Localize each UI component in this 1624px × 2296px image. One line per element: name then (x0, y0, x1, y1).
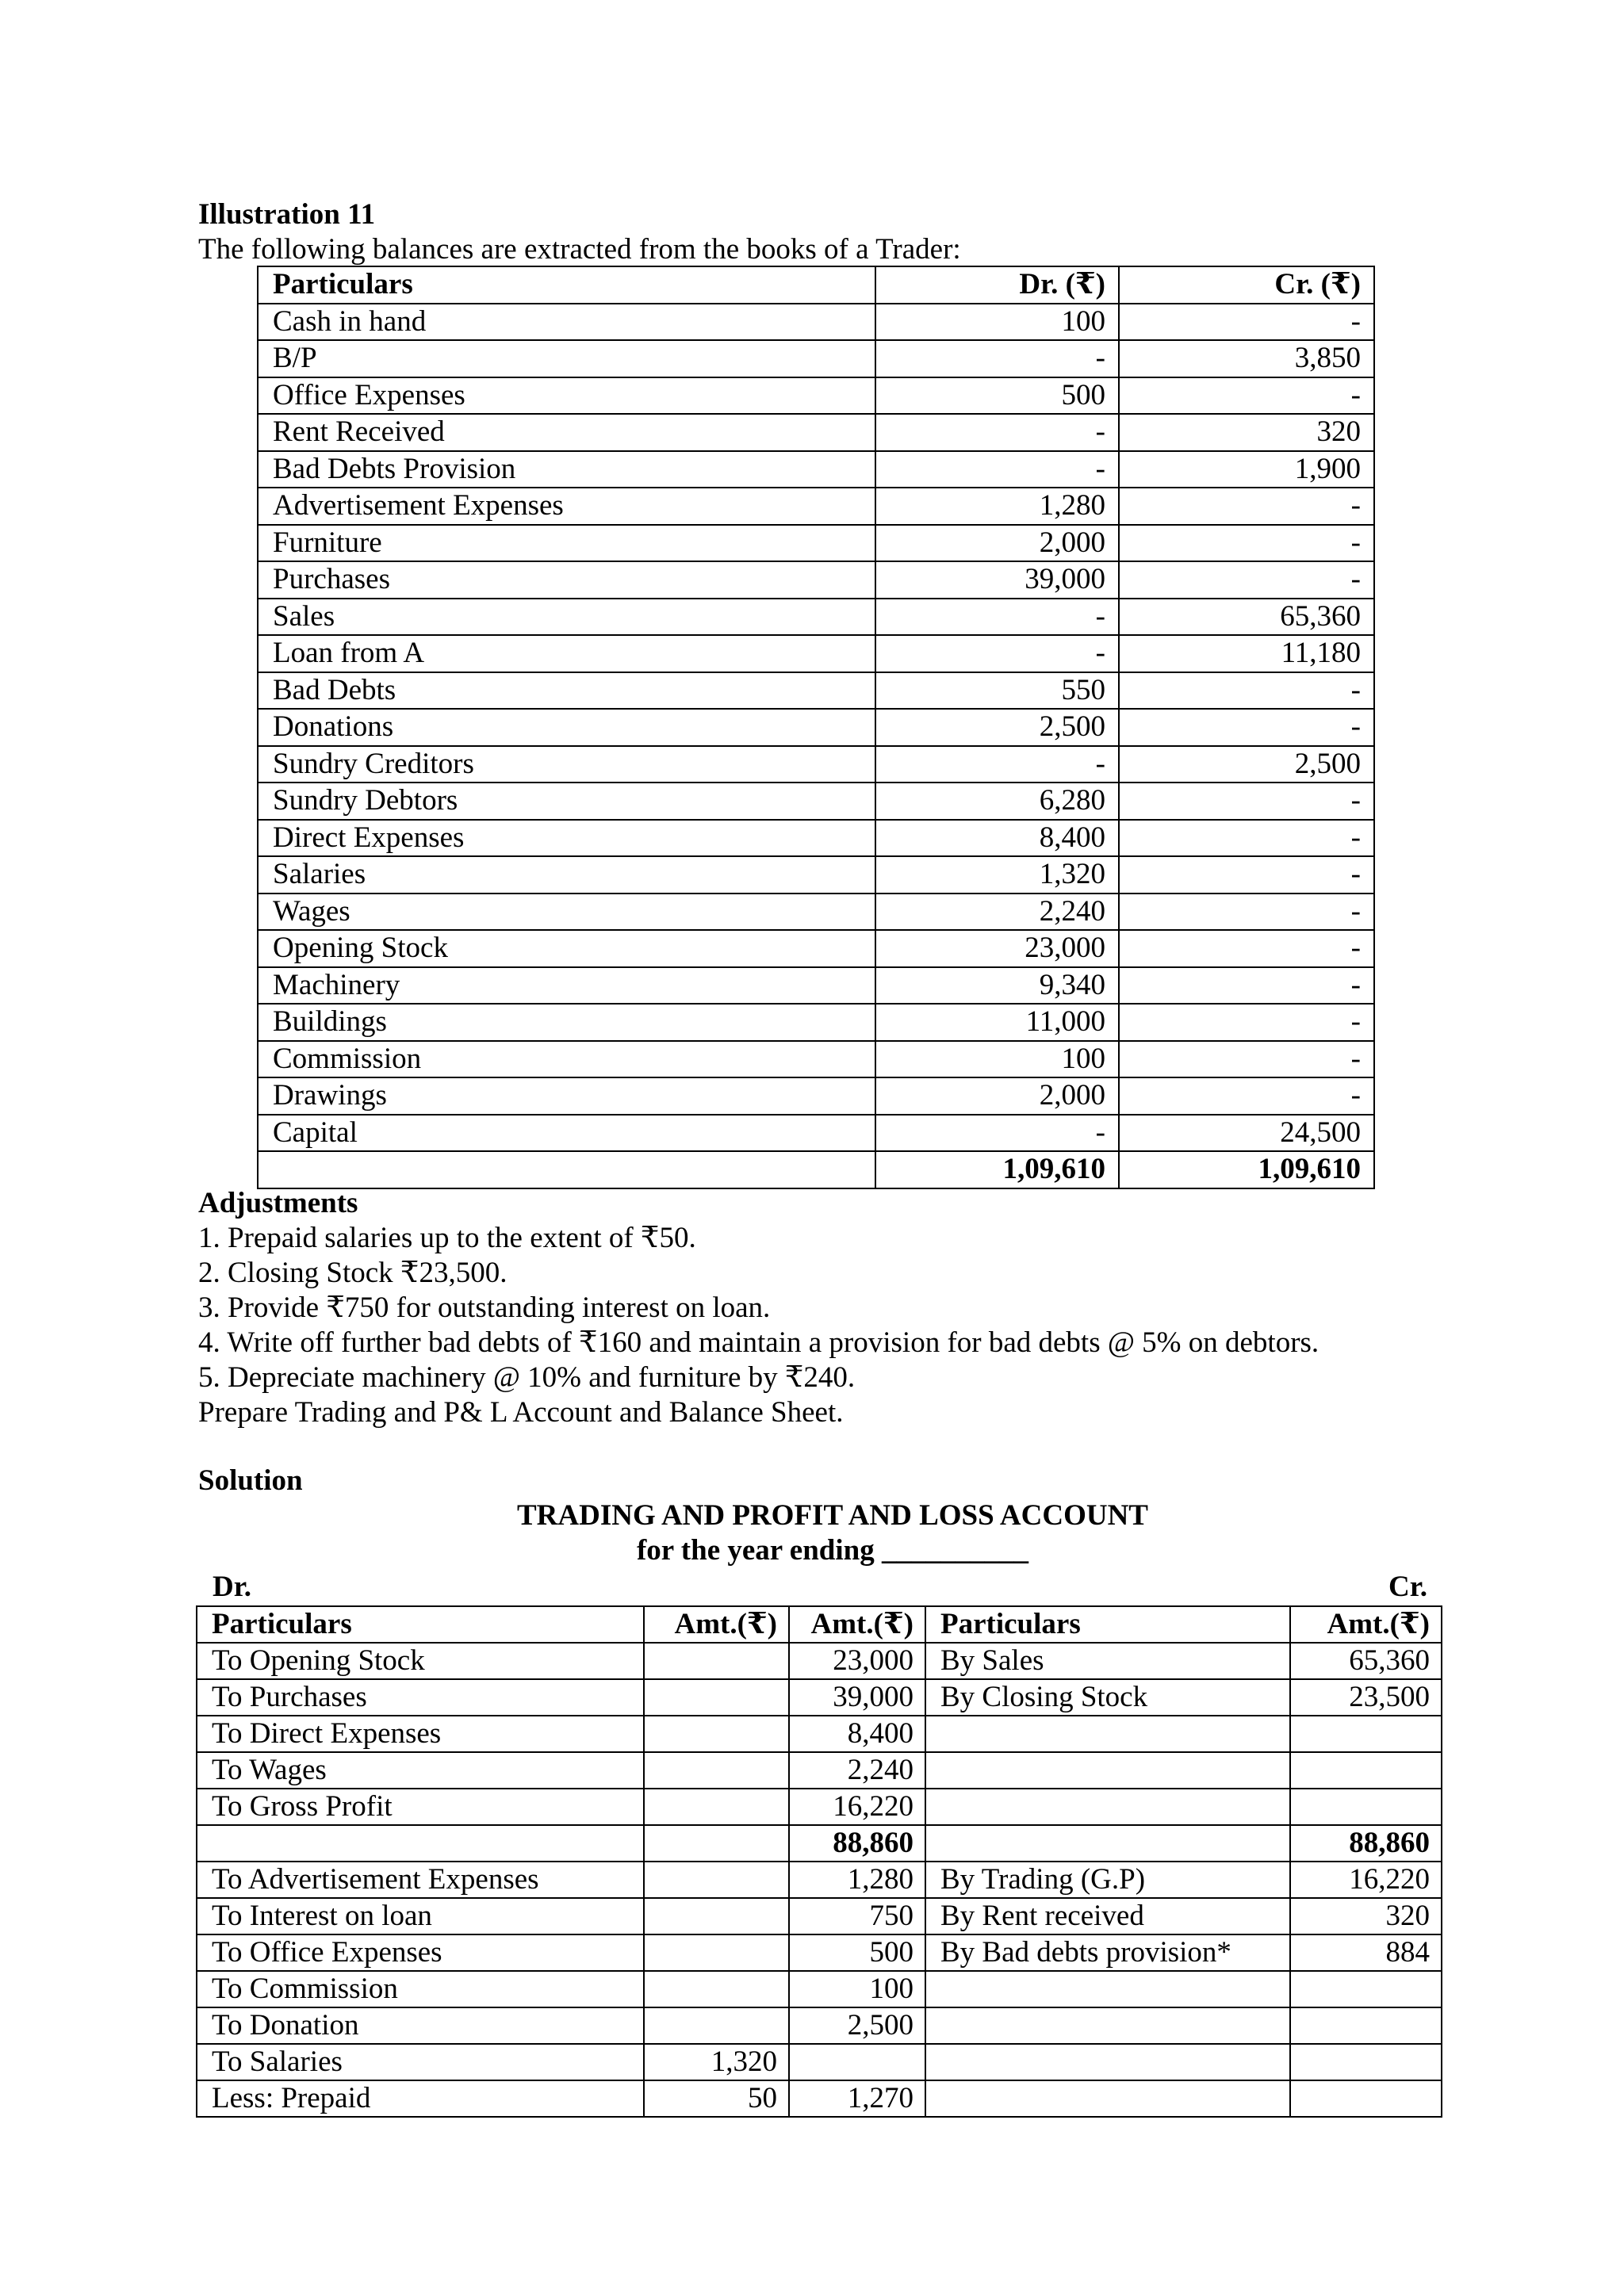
table-row (197, 1716, 1442, 1752)
cr-amt-cell: 65,360 (1290, 1643, 1442, 1679)
header-dr-particulars: Particulars (197, 1606, 644, 1643)
adjustments-list (198, 1221, 1319, 1430)
dr-cell: - (875, 746, 1119, 783)
cr-particular-cell: By Trading (G.P) (925, 1862, 1290, 1898)
dr-cell: 11,000 (875, 1004, 1119, 1041)
table-row (258, 488, 1374, 525)
cr-amt-cell: 884 (1290, 1934, 1442, 1971)
particular-cell: Sundry Creditors (258, 746, 875, 783)
table-header-row (197, 1606, 1442, 1643)
dr-amt2-cell: 23,000 (789, 1643, 925, 1679)
table-row (197, 2007, 1442, 2044)
particular-cell: Commission (258, 1041, 875, 1078)
cr-amt-cell (1290, 1752, 1442, 1789)
cr-cell: 2,500 (1119, 746, 1374, 783)
dr-amt1-cell (644, 1862, 789, 1898)
cr-amt-cell (1290, 1716, 1442, 1752)
cr-cell: - (1119, 967, 1374, 1004)
particular-cell: Advertisement Expenses (258, 488, 875, 525)
total-row (258, 1151, 1374, 1188)
dr-amt2-cell: 2,500 (789, 2007, 925, 2044)
cr-cell: - (1119, 930, 1374, 967)
cr-particular-cell: By Rent received (925, 1898, 1290, 1934)
dr-amt2-cell (789, 2044, 925, 2080)
table-row (258, 1077, 1374, 1115)
trial-balance-table (257, 266, 1375, 1189)
cr-amt-cell: 88,860 (1290, 1825, 1442, 1862)
dr-cell: 23,000 (875, 930, 1119, 967)
table-row (258, 967, 1374, 1004)
dr-cell: 2,240 (875, 894, 1119, 931)
cr-cell: - (1119, 377, 1374, 415)
dr-particular-cell: To Interest on loan (197, 1898, 644, 1934)
cr-particular-cell (925, 1971, 1290, 2007)
adjustments-heading: Adjustments (198, 1187, 358, 1219)
total-label-cell (258, 1151, 875, 1188)
dr-cell: - (875, 599, 1119, 636)
table-row (258, 746, 1374, 783)
dr-cell: 8,400 (875, 820, 1119, 857)
cr-particular-cell (925, 1789, 1290, 1825)
total-row (197, 1825, 1442, 1862)
cr-amt-cell (1290, 2007, 1442, 2044)
dr-cell: 100 (875, 304, 1119, 341)
dr-amt1-cell (644, 1789, 789, 1825)
cr-particular-cell (925, 1825, 1290, 1862)
cr-cell: - (1119, 709, 1374, 746)
trading-pl-table (196, 1605, 1442, 2118)
cr-label: Cr. (1388, 1571, 1427, 1603)
particular-cell: Loan from A (258, 635, 875, 672)
dr-amt1-cell (644, 1934, 789, 1971)
cr-particular-cell (925, 1716, 1290, 1752)
solution-heading: Solution (198, 1464, 303, 1497)
cr-amt-cell: 16,220 (1290, 1862, 1442, 1898)
dr-particular-cell: To Opening Stock (197, 1643, 644, 1679)
table-row (258, 856, 1374, 894)
particular-cell: Salaries (258, 856, 875, 894)
cr-particular-cell: By Bad debts provision* (925, 1934, 1290, 1971)
dr-cell: 550 (875, 672, 1119, 710)
table-row (258, 672, 1374, 710)
particular-cell: Sundry Debtors (258, 783, 875, 820)
header-cr: Cr. (₹) (1119, 266, 1374, 304)
cr-amt-cell: 23,500 (1290, 1679, 1442, 1716)
table-row (258, 709, 1374, 746)
table-row (258, 561, 1374, 599)
cr-cell: 320 (1119, 414, 1374, 451)
table-row (197, 1789, 1442, 1825)
particular-cell: Bad Debts (258, 672, 875, 710)
cr-cell: - (1119, 1004, 1374, 1041)
table-row (258, 820, 1374, 857)
cr-amt-cell (1290, 2044, 1442, 2080)
table-row (258, 599, 1374, 636)
dr-particular-cell: To Advertisement Expenses (197, 1862, 644, 1898)
table-row (258, 377, 1374, 415)
cr-cell: - (1119, 1041, 1374, 1078)
table-row (197, 2044, 1442, 2080)
dr-amt2-cell: 500 (789, 1934, 925, 1971)
dr-amt1-cell (644, 1752, 789, 1789)
cr-cell: 11,180 (1119, 635, 1374, 672)
dr-particular-cell: To Purchases (197, 1679, 644, 1716)
particular-cell: Donations (258, 709, 875, 746)
adjustment-item: 3. Provide ₹750 for outstanding interest on loan. (198, 1292, 771, 1324)
table-row (258, 930, 1374, 967)
adjustment-item: 5. Depreciate machinery @ 10% and furniture by ₹240. (198, 1361, 856, 1394)
cr-amt-cell (1290, 1789, 1442, 1825)
particular-cell: Cash in hand (258, 304, 875, 341)
adjustment-item: 4. Write off further bad debts of ₹160 and maintain a provision for bad debts @ 5% on debtors. (198, 1326, 1320, 1359)
dr-cell: 500 (875, 377, 1119, 415)
adjustment-item: 1. Prepaid salaries up to the extent of ₹50. (198, 1222, 696, 1254)
dr-particular-cell: To Direct Expenses (197, 1716, 644, 1752)
dr-cell: 2,500 (875, 709, 1119, 746)
dr-cell: 1,320 (875, 856, 1119, 894)
table-row (258, 1115, 1374, 1152)
cr-particular-cell (925, 2044, 1290, 2080)
header-cr-amt: Amt.(₹) (1290, 1606, 1442, 1643)
dr-amt2-cell: 39,000 (789, 1679, 925, 1716)
cr-cell: 3,850 (1119, 340, 1374, 377)
total-cr-cell: 1,09,610 (1119, 1151, 1374, 1188)
table-row (258, 340, 1374, 377)
header-dr: Dr. (₹) (875, 266, 1119, 304)
dr-amt1-cell: 50 (644, 2080, 789, 2117)
cr-amt-cell (1290, 1971, 1442, 2007)
adjustment-item: 2. Closing Stock ₹23,500. (198, 1257, 508, 1289)
table-row (258, 451, 1374, 488)
cr-cell: - (1119, 1077, 1374, 1115)
cr-cell: - (1119, 672, 1374, 710)
table-row (258, 304, 1374, 341)
dr-particular-cell: To Office Expenses (197, 1934, 644, 1971)
particular-cell: Sales (258, 599, 875, 636)
cr-particular-cell (925, 1752, 1290, 1789)
dr-particular-cell: Less: Prepaid (197, 2080, 644, 2117)
particular-cell: Furniture (258, 525, 875, 562)
header-particulars: Particulars (258, 266, 875, 304)
dr-particular-cell (197, 1825, 644, 1862)
cr-amt-cell: 320 (1290, 1898, 1442, 1934)
table-row (197, 1898, 1442, 1934)
dr-cell: 9,340 (875, 967, 1119, 1004)
cr-cell: - (1119, 304, 1374, 341)
table-row (197, 1679, 1442, 1716)
table-header-row (258, 266, 1374, 304)
table-row (258, 894, 1374, 931)
adjustment-instruction: Prepare Trading and P& L Account and Balance Sheet. (198, 1396, 844, 1429)
cr-cell: - (1119, 820, 1374, 857)
table-row (197, 1862, 1442, 1898)
particular-cell: Drawings (258, 1077, 875, 1115)
dr-particular-cell: To Wages (197, 1752, 644, 1789)
dr-amt1-cell (644, 1971, 789, 2007)
cr-particular-cell (925, 2080, 1290, 2117)
particular-cell: Direct Expenses (258, 820, 875, 857)
table-row (197, 2080, 1442, 2117)
dr-cell: - (875, 414, 1119, 451)
cr-cell: - (1119, 783, 1374, 820)
dr-cell: 2,000 (875, 525, 1119, 562)
dr-cell: 100 (875, 1041, 1119, 1078)
dr-amt1-cell: 1,320 (644, 2044, 789, 2080)
header-cr-particulars: Particulars (925, 1606, 1290, 1643)
dr-cell: 2,000 (875, 1077, 1119, 1115)
dr-cell: - (875, 451, 1119, 488)
table-row (197, 1643, 1442, 1679)
total-dr-cell: 1,09,610 (875, 1151, 1119, 1188)
dr-amt1-cell (644, 2007, 789, 2044)
dr-amt1-cell (644, 1825, 789, 1862)
account-title: TRADING AND PROFIT AND LOSS ACCOUNT (517, 1499, 1148, 1532)
dr-amt2-cell: 2,240 (789, 1752, 925, 1789)
table-row (258, 635, 1374, 672)
particular-cell: Capital (258, 1115, 875, 1152)
illustration-intro: The following balances are extracted from the books of a Trader: (198, 233, 961, 266)
dr-amt2-cell: 1,280 (789, 1862, 925, 1898)
cr-cell: - (1119, 894, 1374, 931)
cr-particular-cell: By Closing Stock (925, 1679, 1290, 1716)
cr-cell: 65,360 (1119, 599, 1374, 636)
dr-particular-cell: To Salaries (197, 2044, 644, 2080)
table-row (258, 1004, 1374, 1041)
cr-cell: - (1119, 488, 1374, 525)
dr-amt2-cell: 16,220 (789, 1789, 925, 1825)
dr-amt1-cell (644, 1643, 789, 1679)
dr-amt2-cell: 750 (789, 1898, 925, 1934)
cr-cell: - (1119, 561, 1374, 599)
dr-amt1-cell (644, 1898, 789, 1934)
table-row (197, 1934, 1442, 1971)
table-row (258, 1041, 1374, 1078)
particular-cell: Rent Received (258, 414, 875, 451)
cr-cell: 24,500 (1119, 1115, 1374, 1152)
header-dr-amt1: Amt.(₹) (644, 1606, 789, 1643)
dr-cell: 6,280 (875, 783, 1119, 820)
dr-label: Dr. (213, 1571, 251, 1603)
dr-amt2-cell: 100 (789, 1971, 925, 2007)
dr-cell: 1,280 (875, 488, 1119, 525)
particular-cell: Opening Stock (258, 930, 875, 967)
dr-particular-cell: To Commission (197, 1971, 644, 2007)
particular-cell: Machinery (258, 967, 875, 1004)
dr-amt1-cell (644, 1679, 789, 1716)
dr-amt1-cell (644, 1716, 789, 1752)
particular-cell: Purchases (258, 561, 875, 599)
dr-amt2-cell: 1,270 (789, 2080, 925, 2117)
table-row (197, 1752, 1442, 1789)
dr-cell: - (875, 340, 1119, 377)
particular-cell: B/P (258, 340, 875, 377)
cr-amt-cell (1290, 2080, 1442, 2117)
account-subtitle: for the year ending __________ (636, 1534, 1028, 1567)
dr-particular-cell: To Donation (197, 2007, 644, 2044)
particular-cell: Buildings (258, 1004, 875, 1041)
particular-cell: Office Expenses (258, 377, 875, 415)
dr-cell: 39,000 (875, 561, 1119, 599)
cr-particular-cell: By Sales (925, 1643, 1290, 1679)
dr-particular-cell: To Gross Profit (197, 1789, 644, 1825)
table-row (258, 414, 1374, 451)
particular-cell: Bad Debts Provision (258, 451, 875, 488)
cr-particular-cell (925, 2007, 1290, 2044)
dr-amt2-cell: 88,860 (789, 1825, 925, 1862)
cr-cell: - (1119, 856, 1374, 894)
table-row (197, 1971, 1442, 2007)
cr-cell: 1,900 (1119, 451, 1374, 488)
table-row (258, 783, 1374, 820)
particular-cell: Wages (258, 894, 875, 931)
cr-cell: - (1119, 525, 1374, 562)
header-dr-amt2: Amt.(₹) (789, 1606, 925, 1643)
table-row (258, 525, 1374, 562)
illustration-title: Illustration 11 (198, 198, 376, 231)
dr-amt2-cell: 8,400 (789, 1716, 925, 1752)
dr-cell: - (875, 635, 1119, 672)
dr-cell: - (875, 1115, 1119, 1152)
